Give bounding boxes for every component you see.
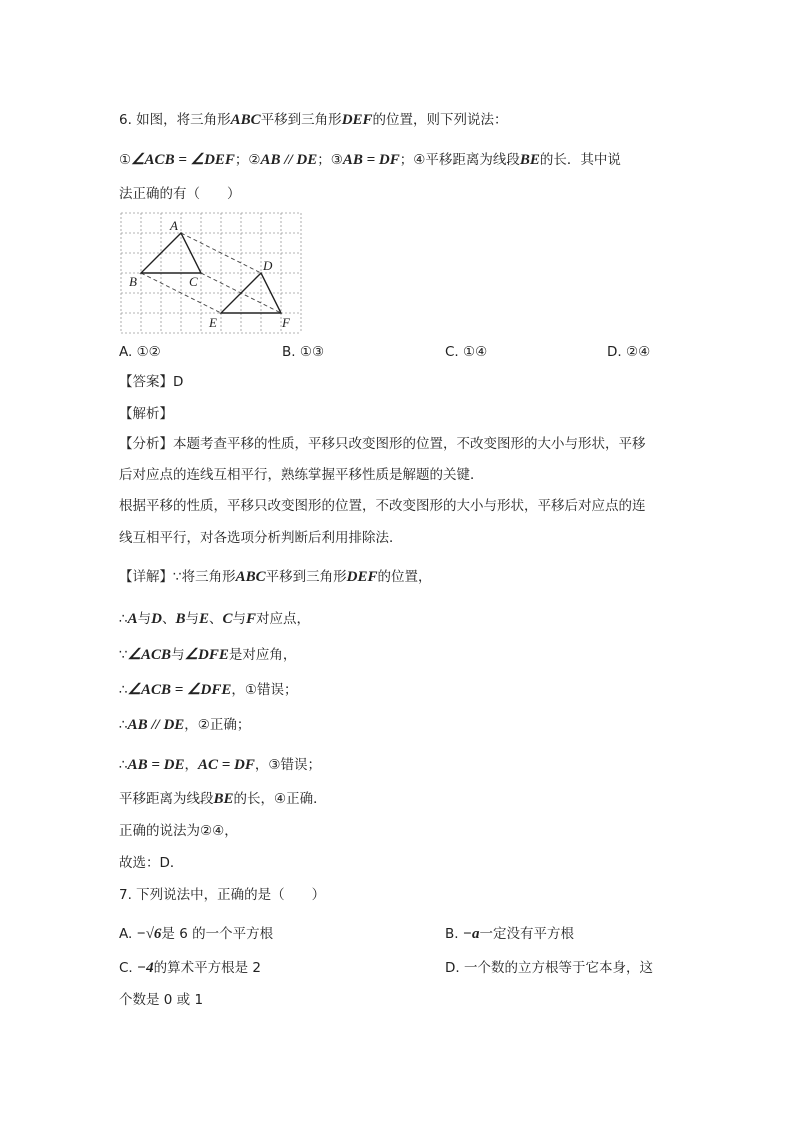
option-letter: C. [119,960,133,976]
q7-option-b [445,924,574,944]
analysis-line-2: 后对应点的连线互相平行，熟练掌握平移性质是解题的关键． [119,467,484,483]
q6-text: 6. 如图，将三角形 [119,112,231,128]
detail-text: 与 [137,611,152,627]
option-text: 的算术平方根是 2 [153,960,261,976]
label-b: B [129,274,137,289]
analysis-line-1: 【分析】本题考查平移的性质，平移只改变图形的位置，不改变图形的大小与形状，平移 [119,436,646,452]
analysis-line-3: 根据平移的性质，平移只改变图形的位置，不改变图形的大小与形状，平移后对应点的连 [119,498,646,514]
detail-text: 与 [232,611,246,627]
detail-text: ∴ [119,717,128,733]
detail-text: 、 [208,611,223,627]
option-letter: A. [119,926,133,942]
math-expr: BE [213,791,234,807]
q6-text: ；③ [317,152,343,168]
q6-text: ；② [234,152,261,168]
q7-option-a [119,924,273,944]
detail-text: 平移距离为线段 [119,791,214,807]
detail-line-9: 故选：D． [119,855,184,871]
q7-title: 7. 下列说法中，正确的是（ ） [119,887,326,903]
q6-line-3: 法正确的有（ ） [119,186,241,202]
detail-line-4 [119,680,298,700]
option-a: A. ①② [119,344,161,360]
q6-text: ；④平移距离为线段 [399,152,520,168]
label-c: C [189,274,198,289]
detail-text: ，②正确； [184,717,251,733]
detail-line-1 [119,567,431,587]
detail-text: 是对应角， [228,647,297,663]
q6-text: 的位置，则下列说法： [372,112,508,128]
detail-text: ∴ [119,611,128,627]
label-a: A [170,218,178,233]
analysis-line-4: 线互相平行，对各选项分析判断后利用排除法． [119,530,403,546]
detail-line-8: 正确的说法为②④， [119,823,238,839]
option-c: C. ①④ [445,344,488,360]
math-point: E [198,611,209,627]
label-d: D [263,258,273,273]
math-expr: −√6 [136,926,162,942]
math-expr: ∠ACB = ∠DEF [131,152,235,168]
detail-text: 与 [171,647,185,663]
detail-text: 【详解】∵将三角形 [119,569,236,585]
label-f: F [282,315,290,330]
option-letter: B. [445,926,459,942]
math-expr: AC = DF [198,757,255,773]
answer: 【答案】D [119,374,184,390]
math-abc: ABC [230,112,261,128]
math-expr: AB // DE [127,717,185,733]
math-expr: ∠ACB = ∠DFE [127,682,232,698]
math-point: D [151,611,162,627]
detail-text: ∴ [119,682,128,698]
math-expr: ∠ACB [127,647,172,663]
math-abc: ABC [235,569,266,585]
detail-line-3 [119,645,296,665]
detail-line-6 [119,755,321,775]
math-point: F [246,611,257,627]
detail-line-5 [119,715,250,735]
option-b: B. ①③ [282,344,325,360]
detail-text: ，③错误； [254,757,322,773]
math-expr: AB // DE [260,152,318,168]
detail-text: 、 [161,611,176,627]
detail-text: ∵ [119,647,128,663]
q6-line-1 [119,110,508,130]
math-expr: −4 [137,960,154,976]
math-expr: −a [462,926,480,942]
detail-text: 对应点， [256,611,311,627]
option-d: D. ②④ [607,344,651,360]
analysis-title: 【解析】 [119,406,173,422]
option-text: 是 6 的一个平方根 [161,926,274,942]
q7-option-c [119,958,261,978]
detail-text: 的长，④正确． [233,791,327,807]
option-text: 一定没有平方根 [479,926,574,942]
math-expr: ∠DFE [184,647,229,663]
translation-figure [119,211,303,335]
math-point: B [175,611,186,627]
detail-line-7 [119,789,327,809]
label-e: E [209,315,217,330]
q6-text: ① [119,152,132,168]
q7-option-d-line-2: 个数是 0 或 1 [119,992,204,1008]
math-point: A [127,611,138,627]
detail-text: 平移到三角形 [265,569,347,585]
detail-text: 与 [185,611,199,627]
math-expr: AB = DE [127,757,185,773]
math-def: DEF [341,112,373,128]
math-def: DEF [346,569,378,585]
q6-text: 的长．其中说 [539,152,621,168]
detail-text: ， [184,757,198,773]
detail-text: 的位置， [377,569,432,585]
q7-option-d-line-1: D. 一个数的立方根等于它本身，这 [445,960,653,976]
math-expr: AB = DF [342,152,400,168]
detail-line-2 [119,609,310,629]
math-point: C [222,611,233,627]
q6-text: 平移到三角形 [260,112,342,128]
math-expr: BE [519,152,540,168]
q6-line-2 [119,150,621,170]
detail-text: ，①错误； [231,682,298,698]
detail-text: ∴ [119,757,128,773]
